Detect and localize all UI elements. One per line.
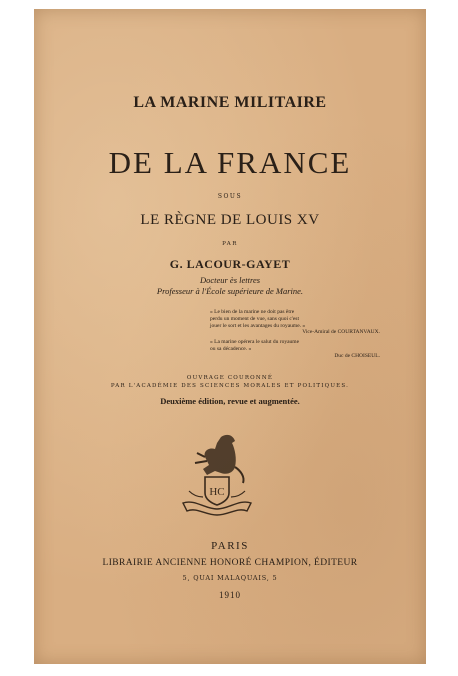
publisher-name: LIBRAIRIE ANCIENNE HONORÉ CHAMPION, ÉDITEUR (102, 558, 358, 568)
quote-attribution: Duc de CHOISEUL. (334, 352, 380, 359)
publisher-city: PARIS (211, 540, 249, 552)
author-name: G. LACOUR-GAYET (169, 257, 291, 271)
rearing-horse-crest-icon (175, 429, 259, 519)
author-degree: Docteur ès lettres (199, 275, 261, 285)
quote-text: « La marine opérera le salut du royaume ou sa décadence. » (210, 339, 300, 352)
title-page (34, 9, 426, 664)
award-line-1: OUVRAGE COURONNÉ (186, 375, 274, 381)
quote-attribution: Vice-Amiral de COURTANVAUX. (302, 329, 380, 336)
author-prefix: PAR (222, 241, 238, 247)
monogram-text: HC (209, 486, 225, 498)
quote-text: « Le bien de la marine ne doit pas être perdu un moment de vue, sans quoi c'est jouer le sort et les avantages du royaume. » (210, 309, 306, 329)
main-title: DE LA FRANCE (108, 145, 352, 180)
publisher-address: 5, QUAI MALAQUAIS, 5 (182, 574, 278, 582)
award-line-2: PAR L'ACADÉMIE DES SCIENCES MORALES ET POLITIQUES. (110, 383, 350, 389)
subtitle: LE RÈGNE DE LOUIS XV (140, 212, 320, 228)
title-line-1: LA MARINE MILITAIRE (133, 94, 327, 111)
title-connector: SOUS (217, 193, 243, 200)
epigraph (210, 309, 380, 363)
edition-note: Deuxième édition, revue et augmentée. (160, 396, 300, 406)
publication-year: 1910 (219, 590, 241, 600)
author-position: Professeur à l'École supérieure de Marine. (156, 286, 304, 296)
